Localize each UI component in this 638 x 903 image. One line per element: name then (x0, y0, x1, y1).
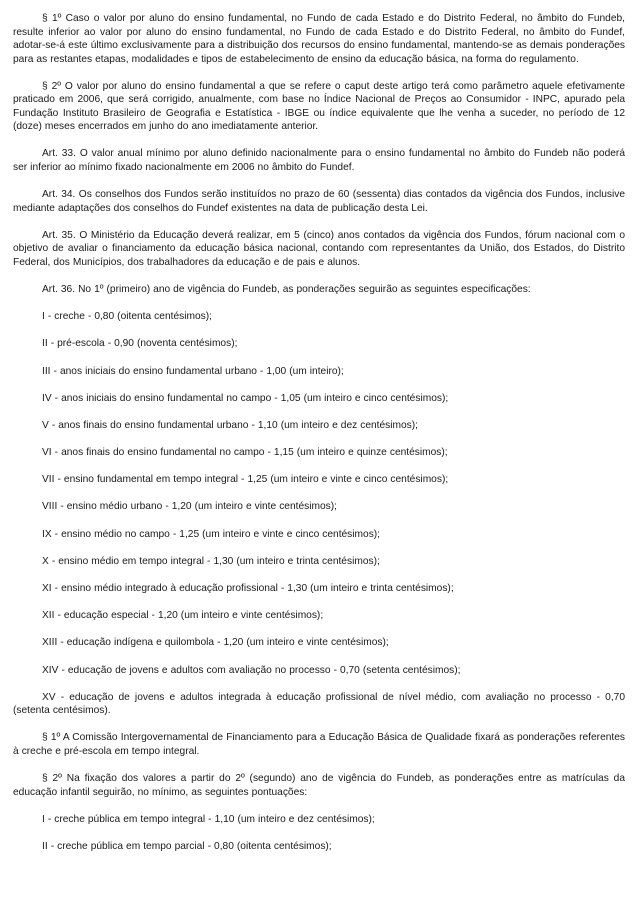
paragraph-art36-par1: § 1º A Comissão Intergovernamental de Financiamento para a Educação Básica de Qualidade fixará as ponderações referentes à creche e pré-escola em tempo integral. (13, 732, 625, 757)
paragraph-art35: Art. 35. O Ministério da Educação deverá realizar, em 5 (cinco) anos contados da vigência dos Fundos, fórum nacional com o objetivo de avaliar o financiamento da educação básica nacional, contando com representantes da União, dos Estados, do Distrito Federal, dos Municípios, dos trabalhadores da educação e de pais e alunos. (13, 229, 625, 268)
list-item-ix: IX - ensino médio no campo - 1,25 (um inteiro e vinte e cinco centésimos); (42, 528, 381, 540)
document-page (13, 12, 625, 867)
list-item-vi: VI - anos finais do ensino fundamental no campo - 1,15 (um inteiro e quinze centésimos); (42, 447, 448, 459)
list-item-par2-ii: II - creche pública em tempo parcial - 0,80 (oitenta centésimos); (42, 841, 332, 852)
paragraph-art32-par2: § 2º O valor por aluno do ensino fundamental a que se refere o caput deste artigo terá como parâmetro aquele efetivamente praticado em 2006, que será corrigido, anualmente, com base no Índice Nacional de Preços ao Consumidor - INPC, apurado pela Fundação Instituto Brasileiro de Geografia e Estatística - IBGE ou índice equivalente que lhe venha a suceder, no período de 12 (doze) meses encerrados em junho do ano imediatamente anterior. (13, 80, 625, 133)
list-item-vii: VII - ensino fundamental em tempo integral - 1,25 (um inteiro e vinte e cinco centésimos); (42, 474, 449, 486)
list-item-v: V - anos finais do ensino fundamental urbano - 1,10 (um inteiro e dez centésimos); (42, 419, 418, 431)
list-item-xiv: XIV - educação de jovens e adultos com avaliação no processo - 0,70 (setenta centésimos); (42, 664, 461, 676)
list-item-iv: IV - anos iniciais do ensino fundamental no campo - 1,05 (um inteiro e cinco centésimos); (42, 392, 449, 404)
list-item-iii: III - anos iniciais do ensino fundamental urbano - 1,00 (um inteiro); (42, 365, 344, 377)
list-item-x: X - ensino médio em tempo integral - 1,30 (um inteiro e trinta centésimos); (42, 555, 380, 567)
list-item-i: I - creche - 0,80 (oitenta centésimos); (42, 311, 212, 323)
paragraph-art33: Art. 33. O valor anual mínimo por aluno definido nacionalmente para o ensino fundamental no âmbito do Fundeb não poderá ser inferior ao mínimo fixado nacionalmente em 2006 no âmbito do Fundef. (13, 148, 625, 173)
paragraph-art36-par2: § 2º Na fixação dos valores a partir do 2º (segundo) ano de vigência do Fundeb, as ponderações entre as matrículas da educação infantil seguirão, no mínimo, as seguintes pontuações: (13, 773, 625, 798)
list-item-par2-i: I - creche pública em tempo integral - 1,10 (um inteiro e dez centésimos); (42, 813, 375, 825)
list-item-xv: XV - educação de jovens e adultos integrada à educação profissional de nível médio, com avaliação no processo - 0,70 (setenta centésimos). (13, 691, 625, 717)
paragraph-art34: Art. 34. Os conselhos dos Fundos serão instituídos no prazo de 60 (sessenta) dias contados da vigência dos Fundos, inclusive mediante adaptações dos conselhos do Fundef existentes na data de publicação desta Lei. (13, 189, 625, 214)
paragraph-art32-par1: § 1º Caso o valor por aluno do ensino fundamental, no Fundo de cada Estado e do Distrito Federal, no âmbito do Fundeb, resulte inferior ao valor por aluno do ensino fundamental, no Fundo de cada Estado e do Distrito Federal, no âmbito do Fundef, adotar-se-á este último exclusivamente para a distribuição dos recursos do ensino fundamental, mantendo-se as demais ponderações para as restantes etapas, modalidades e tipos de estabelecimento de ensino da educação básica, na forma do regulamento. (13, 13, 625, 65)
list-item-viii: VIII - ensino médio urbano - 1,20 (um inteiro e vinte centésimos); (42, 501, 337, 513)
paragraph-art36: Art. 36. No 1º (primeiro) ano de vigência do Fundeb, as ponderações seguirão as seguintes especificações: (42, 283, 531, 295)
list-item-xi: XI - ensino médio integrado à educação profissional - 1,30 (um inteiro e trinta centésimos); (42, 583, 454, 594)
list-item-xiii: XIII - educação indígena e quilombola - 1,20 (um inteiro e vinte centésimos); (42, 637, 389, 649)
list-item-xii: XII - educação especial - 1,20 (um inteiro e vinte centésimos); (42, 610, 324, 622)
list-item-ii: II - pré-escola - 0,90 (noventa centésimos); (42, 338, 238, 350)
